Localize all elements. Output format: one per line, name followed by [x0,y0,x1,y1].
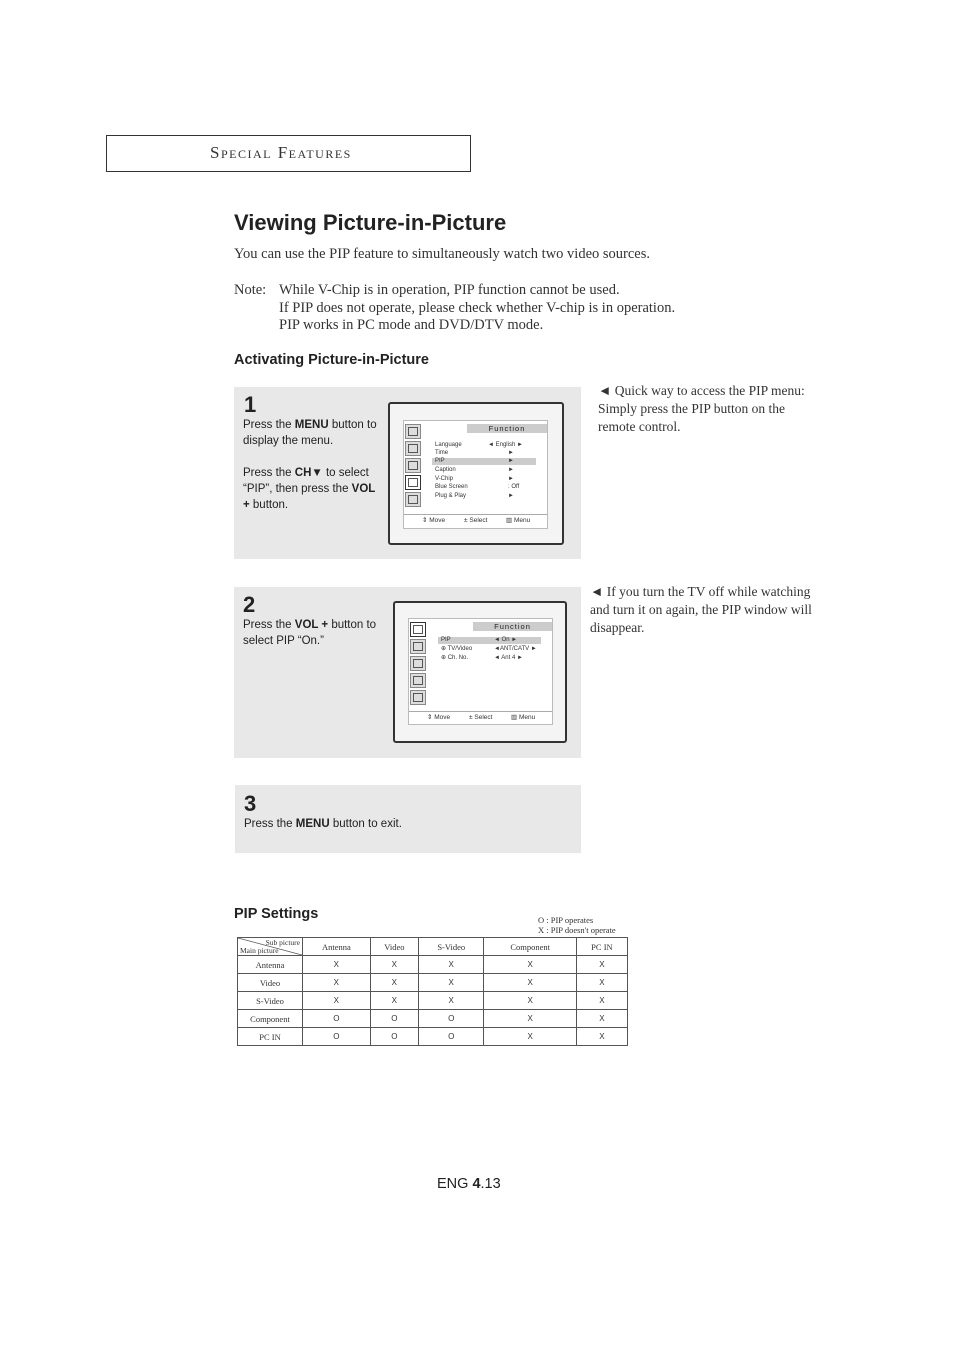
menu-item-value: ◄ Ant 4 ► [494,655,523,661]
pip-legend [538,916,616,935]
row-header: S-Video [238,992,303,1010]
table-row [238,1010,628,1028]
menu-item-value: ► [508,467,514,473]
note-line: If PIP does not operate, please check whether V-chip is in operation. [279,300,676,316]
section-title: Special Features [210,143,352,162]
function-icon [410,673,426,688]
table-cell: X [370,956,418,974]
column-header: Component [484,938,576,956]
note-line: While V-Chip is in operation, PIP function cannot be used. [279,282,620,298]
picture-icon [410,622,426,637]
menu-item-label: ⊕ Ch. No. [441,655,469,661]
channel-icon [405,458,421,473]
channel-icon [410,656,426,671]
menu-item-label: PIP [435,458,445,464]
table-cell: X [484,974,576,992]
table-cell: X [303,956,371,974]
step-number: 1 [244,392,257,417]
move-hint: ⇕ Move [422,517,446,524]
tv-menu-screen [388,402,564,545]
menu-title: Function [467,424,547,433]
column-header: Video [370,938,418,956]
table-cell: O [418,1028,483,1046]
table-cell: X [576,992,627,1010]
table-row [238,992,628,1010]
sub-picture-label: Sub picture [265,938,300,947]
table-row [238,1028,628,1046]
row-header: Component [238,1010,303,1028]
picture-icon [405,424,421,439]
menu-hint: ▥ Menu [511,714,536,721]
intro-text: You can use the PIP feature to simultaneously watch two video sources. [234,246,650,262]
step-3-text: Press the MENU button to exit. [244,818,402,830]
step-2-text: Press the VOL + button to select PIP “On.” [243,619,377,647]
row-header: Video [238,974,303,992]
table-cell: O [370,1010,418,1028]
select-hint: ± Select [469,714,493,721]
row-header: PC IN [238,1028,303,1046]
menu-item-value: : Off [508,484,520,490]
corner-cell [238,938,303,956]
legend-not-operates: X : PIP doesn't operate [538,924,616,935]
menu-item-label: Plug & Play [435,493,467,499]
note-label: Note: [234,282,267,298]
menu-item-label: Blue Screen [435,484,468,490]
pip-settings-table [237,937,628,1046]
menu-hint: ▥ Menu [506,517,531,524]
table-cell: O [303,1010,371,1028]
table-cell: X [576,1028,627,1046]
menu-item-label: ⊕ TV/Video [441,646,473,652]
menu-item-value: ► [508,458,514,464]
page-number: ENG 4.13 [437,1176,501,1192]
menu-title: Function [473,622,552,631]
menu-item-label: Caption [435,467,456,473]
column-header: S-Video [418,938,483,956]
setup-icon [405,492,421,507]
pip-settings-heading: PIP Settings [234,906,319,922]
menu-item-label: V-Chip [435,476,454,482]
menu-item-value: ◄ANT/CATV ► [494,646,537,652]
menu-item-value: ◄ On ► [494,637,518,643]
table-cell: X [484,1010,576,1028]
table-cell: X [484,956,576,974]
table-cell: X [303,974,371,992]
move-hint: ⇕ Move [427,714,451,721]
tv-menu-screen [393,601,567,743]
note-line: PIP works in PC mode and DVD/DTV mode. [279,317,544,333]
menu-item-value: ► [508,493,514,499]
sound-icon [405,441,421,456]
side-note: ◄ If you turn the TV off while watching and turn it on again, the PIP window will disappear. [590,584,812,635]
step-1-text: Press the MENU button to display the menu. Press the CH▼ to select “PIP”, then press the VOL + button. [243,419,377,511]
menu-item-value: ◄ English ► [488,442,523,448]
table-cell: X [370,974,418,992]
function-icon [405,475,421,490]
column-header: PC IN [576,938,627,956]
table-cell: X [576,1010,627,1028]
table-cell: X [370,992,418,1010]
activating-heading: Activating Picture-in-Picture [234,352,429,368]
sound-icon [410,639,426,654]
table-cell: X [484,992,576,1010]
page-title: Viewing Picture-in-Picture [234,210,507,235]
select-hint: ± Select [464,517,488,524]
table-cell: X [418,956,483,974]
menu-item-value: ► [508,476,514,482]
menu-footer [409,711,552,724]
table-cell: X [576,974,627,992]
menu-footer [404,514,547,527]
table-cell: X [303,992,371,1010]
table-cell: X [418,974,483,992]
row-header: Antenna [238,956,303,974]
table-cell: O [418,1010,483,1028]
table-header-row [238,938,628,956]
table-row [238,956,628,974]
step-number: 3 [244,791,257,816]
side-note: ◄ Quick way to access the PIP menu: Simply press the PIP button on the remote control. [598,383,805,434]
table-cell: O [303,1028,371,1046]
table-cell: O [370,1028,418,1046]
menu-item-label: PIP [441,637,451,643]
step-number: 2 [243,592,256,617]
table-cell: X [484,1028,576,1046]
menu-item-value: ► [508,450,514,456]
menu-item-label: Time [435,450,449,456]
column-header: Antenna [303,938,371,956]
table-row [238,974,628,992]
menu-item-label: Language [435,442,462,448]
table-cell: X [418,992,483,1010]
table-cell: X [576,956,627,974]
main-picture-label: Main picture [240,946,279,955]
legend-operates: O : PIP operates [538,915,594,925]
setup-icon [410,690,426,705]
